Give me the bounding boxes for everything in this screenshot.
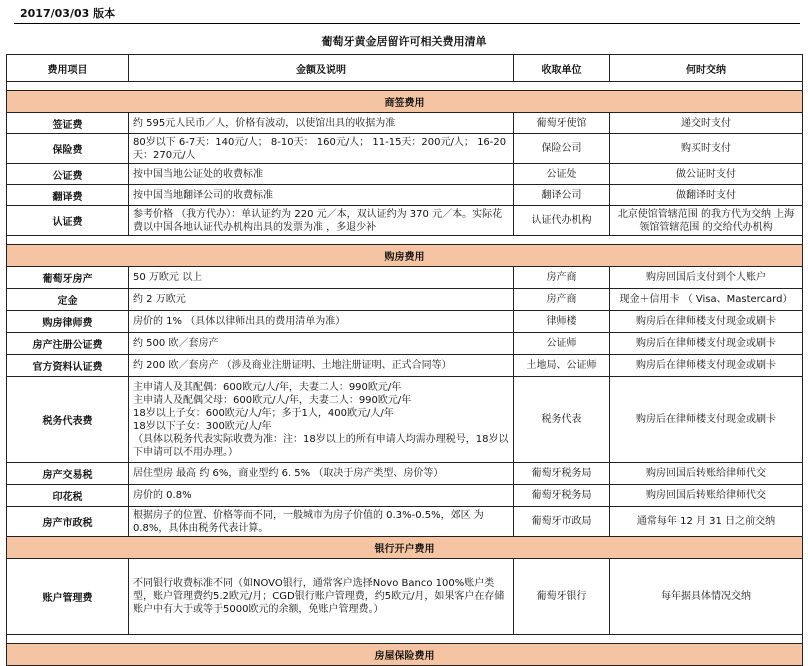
- fee-item: 印花税: [7, 485, 129, 507]
- fee-collector: 葡萄牙税务局: [514, 463, 610, 485]
- table-row: [7, 134, 803, 164]
- column-header-item: 费用项目: [7, 55, 129, 82]
- table-row: [7, 311, 803, 333]
- table-row: [7, 559, 803, 635]
- fee-payment-time: 通常每年 12 月 31 日之前交纳: [610, 507, 803, 537]
- fee-item: 账户管理费: [7, 559, 129, 635]
- fee-payment-time: 购买时支付: [610, 134, 803, 164]
- fee-item: 认证费: [7, 206, 129, 236]
- fee-collector: 土地局、公证师: [514, 355, 610, 377]
- fee-collector: 公证处: [514, 164, 610, 185]
- fee-item: 房产市政税: [7, 507, 129, 537]
- fee-description: 参考价格 （我方代办）：单认证约为 220 元／本，双认证约为 370 元／本。实际花费以中国各地认证代办机构出具的发票为准 ，多退少补: [129, 206, 514, 236]
- fee-payment-time: 购房回国后转账给律师代交: [610, 463, 803, 485]
- fee-collector: 律师楼: [514, 311, 610, 333]
- fee-description: 房价的 0.8%: [129, 485, 514, 507]
- fee-collector: 葡萄牙税务局: [514, 485, 610, 507]
- fee-item: 购房律师费: [7, 311, 129, 333]
- section-header-insurance: 房屋保险费用: [7, 644, 803, 666]
- fee-payment-time: 购房后在律师楼支付现金或刷卡: [610, 377, 803, 463]
- fee-item: 房产注册公证费: [7, 333, 129, 355]
- version-date: 2017/03/03 版本: [14, 4, 800, 24]
- section-header-purchase: 购房费用: [7, 245, 803, 267]
- fee-payment-time: 购房回国后支付到个人账户: [610, 267, 803, 289]
- fee-collector: 税务代表: [514, 377, 610, 463]
- table-header-row: [7, 55, 803, 82]
- column-header-collector: 收取单位: [514, 55, 610, 82]
- fee-item: 签证费: [7, 113, 129, 134]
- table-row: [7, 267, 803, 289]
- fee-payment-time: 做公证时支付: [610, 164, 803, 185]
- fee-collector: 房产商: [514, 289, 610, 311]
- fee-collector: 葡萄牙使馆: [514, 113, 610, 134]
- fee-item: 翻译费: [7, 185, 129, 206]
- fee-item: 公证费: [7, 164, 129, 185]
- fee-item: 房产交易税: [7, 463, 129, 485]
- fee-payment-time: 购房后在律师楼支付现金或刷卡: [610, 355, 803, 377]
- fee-payment-time: 做翻译时支付: [610, 185, 803, 206]
- document-title: 葡萄牙黄金居留许可相关费用清单: [321, 35, 487, 48]
- fee-collector: 翻译公司: [514, 185, 610, 206]
- fee-description: 按中国当地翻译公司的收费标准: [129, 185, 514, 206]
- fee-description: 居住型房 最高 约 6%，商业型约 6. 5% （取决于房产类型、房价等）: [129, 463, 514, 485]
- section-header-bank: 银行开户费用: [7, 537, 803, 559]
- fee-description: 80岁以下 6-7天：140元/人； 8-10天： 160元/人； 11-15天：200元/人； 16-20天：270元/人: [129, 134, 514, 164]
- table-row: [7, 355, 803, 377]
- table-row: [7, 485, 803, 507]
- fee-description: 根据房子的位置、价格等而不同，一般城市为房子价值的 0.3%-0.5%，郊区 为 0.8%，具体由税务代表计算。: [129, 507, 514, 537]
- fee-description: 主申请人及其配偶：600欧元/人/年，夫妻二人：990欧元/年 主申请人及配偶父母：600欧元/人/年，夫妻二人：990欧元/年 18岁以上子女：600欧元/人/年；多于1人，400欧元/人/年 18岁以下子女：300欧元/人/年 （具体以税务代表实际收费为准：注：18岁以上的所有申请人均需办理税号，18岁以下申请可以不用办理。）: [129, 377, 514, 463]
- fee-collector: 葡萄牙市政局: [514, 507, 610, 537]
- fee-description: 约 2 万欧元: [129, 289, 514, 311]
- fee-payment-time: 递交时支付: [610, 113, 803, 134]
- fee-payment-time: 北京使馆管辖范围 的我方代为交纳 上海领馆管辖范围 的交给代办机构: [610, 206, 803, 236]
- fee-item: 保险费: [7, 134, 129, 164]
- table-row: [7, 164, 803, 185]
- fee-collector: 认证代办机构: [514, 206, 610, 236]
- fee-collector: 葡萄牙银行: [514, 559, 610, 635]
- fee-description: 房价的 1% （具体以律师出具的费用清单为准）: [129, 311, 514, 333]
- section-spacer: [7, 236, 803, 245]
- fee-payment-time: 购房回国后转账给律师代交: [610, 485, 803, 507]
- fee-description: 约 595元人民币／人，价格有波动，以使馆出具的收据为准: [129, 113, 514, 134]
- table-row: [7, 463, 803, 485]
- section-spacer: [7, 82, 803, 91]
- column-header-payment-time: 何时交纳: [610, 55, 803, 82]
- fee-description: 约 200 欧／套房产 （涉及商业注册证明、土地注册证明、正式合同等）: [129, 355, 514, 377]
- fee-collector: 房产商: [514, 267, 610, 289]
- fee-item: 定金: [7, 289, 129, 311]
- fee-payment-time: 购房后在律师楼支付现金或刷卡: [610, 333, 803, 355]
- section-spacer: [7, 635, 803, 644]
- fee-collector: 公证师: [514, 333, 610, 355]
- fee-payment-time: 购房后在律师楼支付现金或刷卡: [610, 311, 803, 333]
- section-header-visa: 商签费用: [7, 91, 803, 113]
- fee-description: 不同银行收费标准不同（如NOVO银行，通常客户选择Novo Banco 100%账户类型，账户管理费约5.2欧元/月；CGD银行账户管理费，约5欧元/月，如果客户在存储账户中有大于或等于5000欧元的余额，免账户管理费。）: [129, 559, 514, 635]
- fee-item: 官方资料认证费: [7, 355, 129, 377]
- fee-collector: 保险公司: [514, 134, 610, 164]
- table-row: [7, 289, 803, 311]
- table-row: [7, 206, 803, 236]
- fee-table: [6, 54, 803, 666]
- table-row: [7, 507, 803, 537]
- fee-item: 税务代表费: [7, 377, 129, 463]
- fee-description: 按中国当地公证处的收费标准: [129, 164, 514, 185]
- table-row: [7, 185, 803, 206]
- fee-description: 50 万欧元 以上: [129, 267, 514, 289]
- fee-payment-time: 每年据具体情况交纳: [610, 559, 803, 635]
- table-row: [7, 333, 803, 355]
- table-row: [7, 113, 803, 134]
- column-header-description: 金额及说明: [129, 55, 514, 82]
- fee-description: 约 500 欧／套房产: [129, 333, 514, 355]
- fee-payment-time: 现金＋信用卡 （ Visa、Mastercard）: [610, 289, 803, 311]
- table-row: [7, 377, 803, 463]
- fee-item: 葡萄牙房产: [7, 267, 129, 289]
